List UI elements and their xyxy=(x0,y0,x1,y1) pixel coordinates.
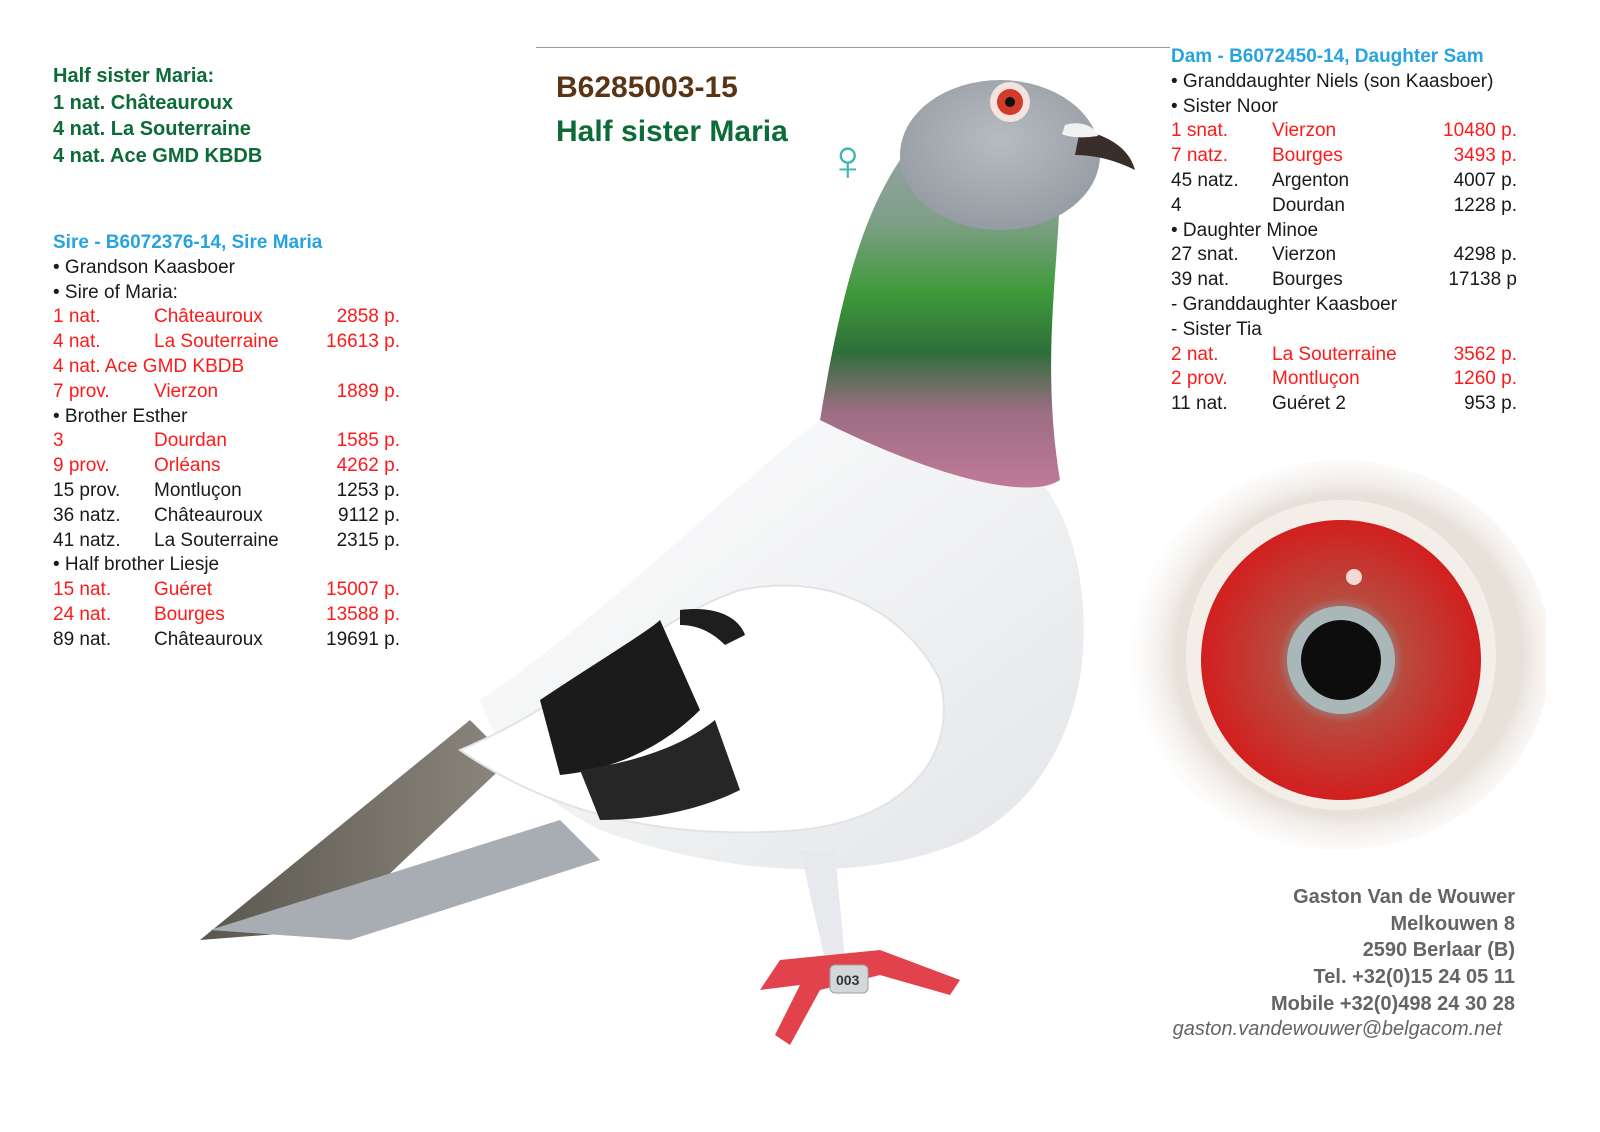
result-row xyxy=(53,603,403,628)
result-row xyxy=(1171,392,1521,417)
eye-closeup-photo xyxy=(1116,455,1546,855)
result-birds: 1889 p. xyxy=(336,380,400,402)
result-row xyxy=(1171,367,1521,392)
pigeon-name: Half sister Maria xyxy=(556,115,788,148)
result-place: 27 snat. xyxy=(1171,244,1239,266)
result-birds: 10480 p. xyxy=(1443,120,1517,142)
pedigree-note: • Granddaughter Niels (son Kaasboer) xyxy=(1171,70,1494,92)
dam-header: Dam - B6072450-14, Daughter Sam xyxy=(1171,46,1484,67)
result-place: 7 prov. xyxy=(53,380,110,402)
highlight-line: 4 nat. Ace GMD KBDB xyxy=(53,145,263,168)
result-birds: 4007 p. xyxy=(1453,169,1517,191)
result-place: 15 prov. xyxy=(53,479,121,501)
result-place: 11 nat. xyxy=(1171,393,1228,415)
result-row xyxy=(53,429,403,454)
result-birds: 4262 p. xyxy=(336,455,400,477)
result-place: 4 nat. xyxy=(53,331,101,353)
result-race: Châteauroux xyxy=(154,306,263,328)
highlight-title: Half sister Maria: xyxy=(53,65,215,87)
result-race: Bourges xyxy=(154,603,225,625)
result-race: Argenton xyxy=(1272,169,1350,191)
result-row xyxy=(53,504,403,529)
pigeon-cere xyxy=(1062,123,1098,137)
result-place: 7 natz. xyxy=(1171,145,1229,167)
sire-pedigree xyxy=(53,231,403,653)
result-race: Châteauroux xyxy=(154,628,263,650)
result-race: Dourdan xyxy=(154,430,227,452)
result-place: 1 snat. xyxy=(1171,120,1229,142)
pedigree-note: • Sister Noor xyxy=(1171,95,1278,117)
result-race: La Souterraine xyxy=(154,529,279,551)
result-race: Guéret 2 xyxy=(1272,393,1346,415)
result-birds: 4298 p. xyxy=(1453,244,1517,266)
result-place: 36 natz. xyxy=(53,504,121,526)
address-street: Melkouwen 8 xyxy=(1390,912,1515,935)
result-row xyxy=(1171,343,1521,368)
result-birds: 1228 p. xyxy=(1453,194,1517,216)
pedigree-note: • Grandson Kaasboer xyxy=(53,256,235,278)
result-place: 15 nat. xyxy=(53,579,112,601)
pedigree-note: - Granddaughter Kaasboer xyxy=(1171,293,1398,315)
highlight-line: 1 nat. Châteauroux xyxy=(53,91,234,114)
result-place: 39 nat. xyxy=(1171,269,1230,291)
result-place: 45 natz. xyxy=(1171,169,1239,191)
pupil xyxy=(1301,620,1381,700)
result-race: Montluçon xyxy=(1272,368,1360,390)
pedigree-note: - Sister Tia xyxy=(1171,318,1262,340)
result-row xyxy=(1171,144,1521,169)
pedigree-note: • Sire of Maria: xyxy=(53,281,178,303)
result-race: Orléans xyxy=(154,455,221,477)
result-row xyxy=(53,380,403,405)
result-race: La Souterraine xyxy=(154,331,279,353)
result-race: Vierzon xyxy=(1272,244,1337,266)
leg-ring-text: 003 xyxy=(836,972,860,988)
result-birds: 15007 p. xyxy=(326,579,400,601)
result-race: Dourdan xyxy=(1272,194,1345,216)
top-divider xyxy=(536,47,1170,48)
result-place: 2 nat. xyxy=(1171,343,1219,365)
result-row xyxy=(1171,243,1521,268)
owner-name: Gaston Van de Wouwer xyxy=(1293,886,1515,908)
mobile: Mobile +32(0)498 24 30 28 xyxy=(1270,992,1515,1015)
result-race: Bourges xyxy=(1272,145,1343,167)
result-row xyxy=(53,479,403,504)
result-place: 1 nat. xyxy=(53,306,101,328)
highlights-block xyxy=(53,63,262,170)
phone: Tel. +32(0)15 24 05 11 xyxy=(1313,966,1515,989)
result-place: 41 natz. xyxy=(53,529,121,551)
pedigree-note: • Half brother Liesje xyxy=(53,554,220,576)
result-birds: 1260 p. xyxy=(1453,368,1517,390)
dam-pedigree xyxy=(1171,45,1521,417)
result-race: Guéret xyxy=(154,579,213,601)
result-birds: 2858 p. xyxy=(336,306,400,328)
result-race: Châteauroux xyxy=(154,504,263,526)
pedigree-note: • Daughter Minoe xyxy=(1171,219,1319,241)
result-place: 9 prov. xyxy=(53,455,110,477)
result-birds: 17138 p xyxy=(1448,269,1517,291)
result-birds: 3562 p. xyxy=(1453,343,1517,365)
result-place: 89 nat. xyxy=(53,628,112,650)
result-birds: 953 p. xyxy=(1464,393,1517,415)
address-city: 2590 Berlaar (B) xyxy=(1362,939,1515,962)
result-birds: 1253 p. xyxy=(336,479,400,501)
result-row xyxy=(53,628,403,653)
female-icon: ♀ xyxy=(826,128,870,193)
highlight-line: 4 nat. La Souterraine xyxy=(53,118,251,141)
result-race: Vierzon xyxy=(154,380,219,402)
result-race: Vierzon xyxy=(1272,120,1337,142)
email-link[interactable]: gaston.vandewouwer@belgacom.net xyxy=(1172,1018,1502,1040)
result-race: La Souterraine xyxy=(1272,343,1397,365)
result-race: Bourges xyxy=(1272,269,1343,291)
result-birds: 13588 p. xyxy=(326,603,400,625)
eye-reflection xyxy=(1346,569,1362,585)
result-row xyxy=(1171,169,1521,194)
ring-number: B6285003-15 xyxy=(556,71,738,104)
result-row xyxy=(1171,268,1521,293)
result-birds: 1585 p. xyxy=(336,430,400,452)
result-row xyxy=(53,355,403,380)
result-race: Montluçon xyxy=(154,479,242,501)
result-place: 4 nat. Ace GMD KBDB xyxy=(53,355,245,377)
result-place: 24 nat. xyxy=(53,603,112,625)
result-place: 3 xyxy=(53,430,64,452)
result-row xyxy=(53,454,403,479)
result-row xyxy=(1171,194,1521,219)
pedigree-note: • Brother Esther xyxy=(53,405,188,427)
result-birds: 19691 p. xyxy=(326,628,400,650)
contact-block xyxy=(1271,884,1515,1018)
result-row xyxy=(53,330,403,355)
result-row xyxy=(53,578,403,603)
result-birds: 9112 p. xyxy=(338,504,400,526)
result-place: 2 prov. xyxy=(1171,368,1228,390)
result-birds: 16613 p. xyxy=(326,331,400,353)
result-birds: 2315 p. xyxy=(336,529,400,551)
result-row xyxy=(53,529,403,554)
result-row xyxy=(53,305,403,330)
sire-header: Sire - B6072376-14, Sire Maria xyxy=(53,232,323,253)
pigeon-pupil xyxy=(1005,97,1015,107)
result-row xyxy=(1171,119,1521,144)
result-birds: 3493 p. xyxy=(1453,145,1517,167)
result-place: 4 xyxy=(1171,194,1182,216)
pigeon-feet xyxy=(760,950,960,1045)
